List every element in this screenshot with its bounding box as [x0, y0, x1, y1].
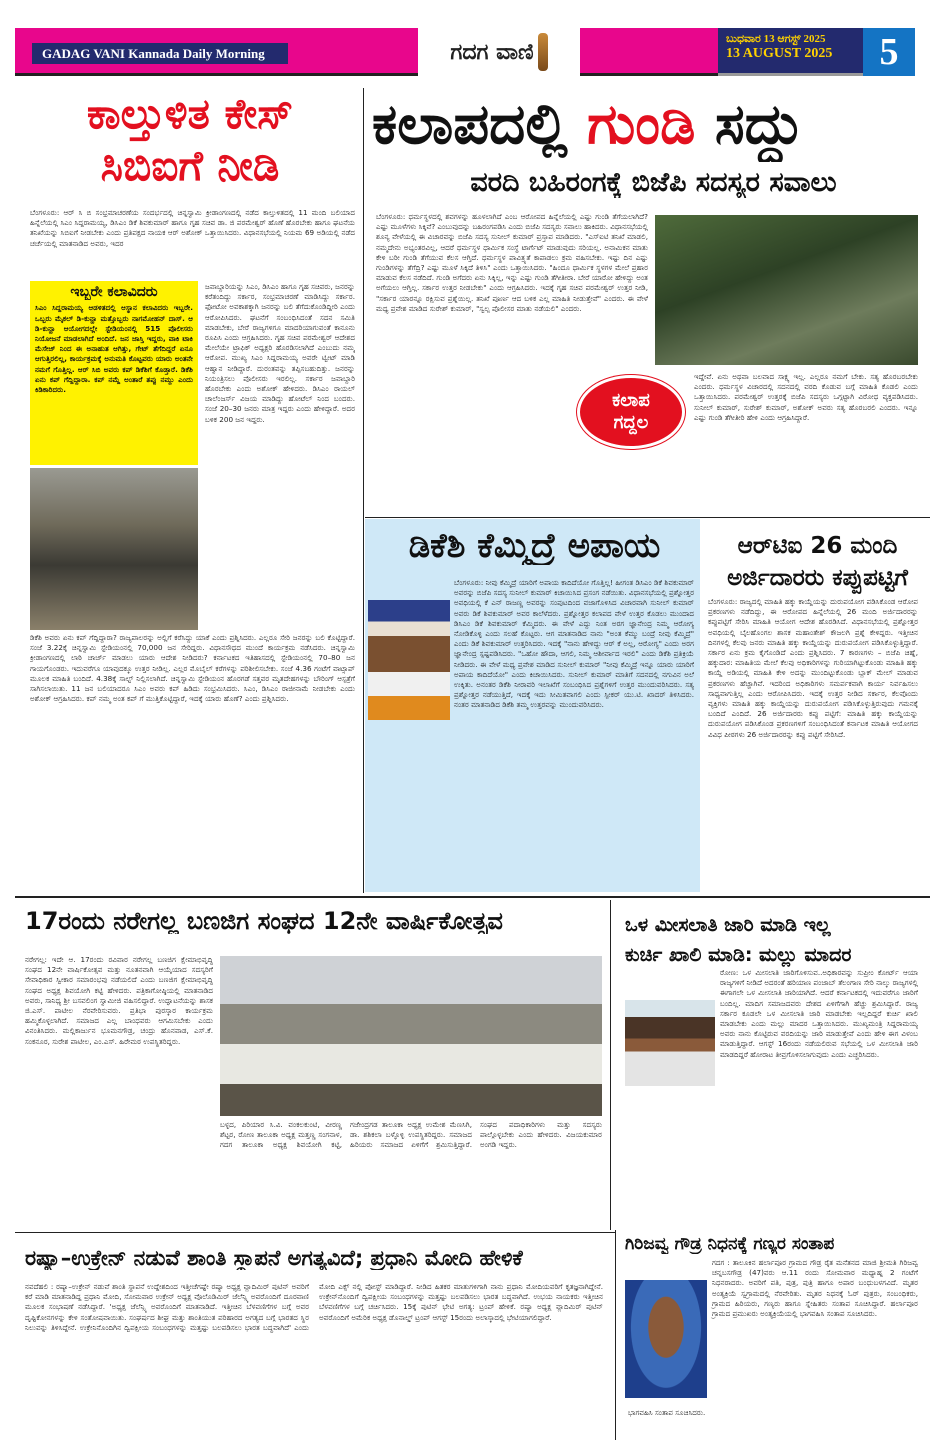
story5-photo: [220, 956, 602, 1116]
column-divider: [610, 900, 611, 1230]
story5-text: ನರೇಗಲ್ಲ: ಇದೇ ಆ. 17ರಂದು ರವಿವಾರ ನರೇಗಲ್ಲ ಬಣಜಿಗ ಕ್ಷೇಮಾಭಿವೃದ್ಧಿ ಸಂಘದ 12ನೇ ವಾರ್ಷಿಕೋತ್ಸವ ಮತ್ತು ನೂತನವಾಗಿ ಆಯ್ಕೆಯಾದ ಸದಸ್ಯರಿಗೆ ಸೇವಾಧಿಕಾರ ಸ್ವೀಕಾರ ಸಮಾರಂಭವು ನಡೆಯಲಿದೆ ಎಂದು ಬಣಜಿಗ ಕ್ಷೇಮಾಭಿವೃದ್ಧಿ ಸಂಘದ ಅಧ್ಯಕ್ಷ ಶಿವಯೋಗಿ ಕಟ್ಟಿ ಹೇಳಿದರು. ಪತ್ರಿಕಾಗೋಷ್ಠಿಯಲ್ಲಿ ಮಾತನಾಡಿದ ಅವರು, ಸಾನಿಧ್ಯ ಶ್ರೀ ಬಸವಲಿಂಗ ಸ್ವಾಮೀಜಿ ವಹಿಸಲಿದ್ದಾರೆ. ಉದ್ಘಾಟನೆಯನ್ನು ಶಾಸಕ ಜಿ.ಎಸ್. ಪಾಟೀಲ ನೆರವೇರಿಸುವರು. ಪ್ರತಿಭಾ ಪುರಸ್ಕಾರ ಕಾರ್ಯಕ್ರಮ ಹಮ್ಮಿಕೊಳ್ಳಲಾಗಿದೆ. ಸಮಾಜದ ಎಲ್ಲ ಬಾಂಧವರು ಆಗಮಿಸಬೇಕು ಎಂದು ವಿನಂತಿಸಿದರು. ಮಲ್ಲಿಕಾರ್ಜುನ ಭೂಮನಗೌಡ್ರ, ಚಂದ್ರು ಹೊನವಾಡ, ಎಸ್.ಕೆ. ಸಂಕನೂರ, ಸುರೇಶ ಪಾಟೀಲ, ಎಂ.ಎಸ್. ಹಿರೇಮಠ ಉಪಸ್ಥಿತರಿದ್ದರು.: [25, 955, 213, 1046]
headline-part: ಕಲಾಪದಲ್ಲಿ: [372, 92, 568, 157]
divider: [365, 517, 930, 518]
logo: [418, 28, 580, 76]
headline-part: ಸದ್ದು: [714, 92, 804, 157]
boxout-title: ಇಬ್ಬರೇ ಕಲಾವಿದರು: [70, 285, 158, 300]
story4-text: ಬೆಂಗಳೂರು: ರಾಜ್ಯದಲ್ಲಿ ಮಾಹಿತಿ ಹಕ್ಕು ಕಾಯ್ದೆಯನ್ನು ದುರುಪಯೋಗ ಪಡಿಸಿಕೊಂಡ ಆರೋಪ ಪ್ರಕರಣಗಳು ನಡೆದಿದ್ದು, ಈ ಆರೋಪದ ಹಿನ್ನೆಲೆಯಲ್ಲಿ 26 ಮಂದಿ ಅರ್ಜಿದಾರರನ್ನು ಕಪ್ಪುಪಟ್ಟಿಗೆ ಸೇರಿಸಿ ಮಾಹಿತಿ ಆಯೋಗ ಆದೇಶ ಹೊರಡಿಸಿದೆ. ವಿಧಾನಸಭೆಯಲ್ಲಿ ಪ್ರಶ್ನೋತ್ತರ ಅವಧಿಯಲ್ಲಿ ಬೈಲಹೊಂಗಲ ಶಾಸಕ ಮಹಾಂತೇಶ್ ಕೌಜಲಗಿ ಪ್ರಶ್ನೆ ಕೇಳಿದ್ದರು. ಇತ್ತೀಚಿನ ದಿನಗಳಲ್ಲಿ ಕೆಲವು ಜನರು ಮಾಹಿತಿ ಹಕ್ಕು ಕಾಯ್ದೆಯನ್ನು ದುರುಪಯೋಗ ಪಡಿಸಿಕೊಳ್ಳುತ್ತಿದ್ದಾರೆ. ಸರ್ಕಾರ ಏನು ಕ್ರಮ ಕೈಗೊಂಡಿದೆ ಎಂದು ಪ್ರಶ್ನಿಸಿದರು. 7 ಕಾರಣಗಳು – ಬಿಜೆಪಿ ಚಿಹ್ನೆ, ಹಕ್ಕುದಾರ: ಮಾಹಿತಿಯ ಮೇಲೆ ಕೆಲವು ಅಧಿಕಾರಿಗಳನ್ನು ಗುರಿಯಾಗಿಟ್ಟುಕೊಂಡು ಮಾಹಿತಿ ಹಕ್ಕು ಕಾಯ್ದೆ ಅಡಿಯಲ್ಲಿ ಮಾಹಿತಿ ಕೇಳಿ ಅದನ್ನು ಮುಂದಿಟ್ಟುಕೊಂಡು ಬ್ಲಾಕ್ ಮೇಲ್ ಮಾಡುವ ಪ್ರಕರಣಗಳು ಹೆಚ್ಚಾಗಿವೆ. ಇದರಿಂದ ಅಧಿಕಾರಿಗಳು ಸಮರ್ಪಕವಾಗಿ ಕಾರ್ಯ ನಿರ್ವಹಿಸಲು ಸಾಧ್ಯವಾಗುತ್ತಿಲ್ಲ ಎಂದು ಆರೋಪಿಸಿದರು. ಇದಕ್ಕೆ ಉತ್ತರ ನೀಡಿದ ಸರ್ಕಾರ, ಕೆಲವೊಂದು ವ್ಯಕ್ತಿಗಳು ಮಾಹಿತಿ ಹಕ್ಕು ಕಾಯ್ದೆಯನ್ನು ದುರುಪಯೋಗ ಪಡಿಸಿಕೊಳ್ಳುತ್ತಿರುವುದು ಗಮನಕ್ಕೆ ಬಂದಿದೆ ಎಂದಿದೆ. 26 ಅರ್ಜಿದಾರರು ಕಪ್ಪು ಪಟ್ಟಿಗೆ: ಮಾಹಿತಿ ಹಕ್ಕು ಕಾಯ್ದೆಯನ್ನು ದುರುಪಯೋಗ ಪಡಿಸಿಕೊಂಡ ಪ್ರಕರಣಗಳಿಗೆ ಸಂಬಂಧಿಸಿದಂತೆ ಕರ್ನಾಟಕ ಮಾಹಿತಿ ಆಯೋಗದ ವಿವಿಧ ಪೀಠಗಳು 26 ಅರ್ಜಿದಾರರನ್ನು ಕಪ್ಪು ಪಟ್ಟಿಗೆ ಸೇರಿಸಿದೆ.: [708, 597, 918, 739]
boxout-text: ಸಿಎಂ ಸಿದ್ದರಾಮಯ್ಯ ಆಡಳಿತದಲ್ಲಿ ಆಸ್ಥಾನ ಕಲಾವಿದರು ಇಬ್ಬರೇ. ಒಬ್ಬರು ಮೈಕಲ್ ಡಿ-ಕುನ್ಹಾ ಮತ್ತೊಬ್ಬರು ನಾಗಮೋಹನ್ ದಾಸ್. ಆ ಡಿ-ಕುನ್ಹಾ ಆಯೋಗದಲ್ಲೇ ಸ್ಟೇಡಿಯಂನಲ್ಲಿ 515 ಪೊಲೀಸರು ನಿಯೋಜನೆ ಮಾಡಲಾಗಿದೆ ಅಂದಿದೆ. ಜನ ಜಾಸ್ತಿ ಇದ್ದರು, ವಾಕಿ ಟಾಕಿ ಮೆಸೇಜ್ ನಿಂದ ಈ ಅನಾಹುತ ಆಗಿತ್ತು, ಗೇಟ್ ತೆಗೆದಿದ್ದರೆ ಏನೂ ಆಗುತ್ತಿರಲಿಲ್ಲ, ಕಾರ್ಯಕ್ರಮಕ್ಕೆ ಅನುಮತಿ ಕೊಟ್ಟವರು ಯಾರು ಅಂತನೇ ನಮಗೆ ಗೊತ್ತಿಲ್ಲ. ಆರ್ ಸಿಬಿ ಅವರು ಕಪ್ ಡಿಕೆಶಿಗೆ ಕೊಡ್ತಾರೆ. ಡಿಕೆಶಿ ಏನು ಕಪ್ ಗೆದ್ದಿದ್ದಾರಾ. ಕಪ್ ನಮ್ದೆ ಅಂತಾರೆ ತಪ್ಪು ನಮ್ದು ಎಂದು ಕಿಡಿಕಾರಿದರು.: [35, 303, 193, 395]
story1-rest: ಡಿಕೆಶಿ ಅವರು ಏನು ಕಪ್ ಗೆದ್ದಿದ್ದಾರಾ? ರಾಜ್ಯಪಾಲರನ್ನು ಅಲ್ಲಿಗೆ ಕರೆಸಿದ್ದು ಯಾಕೆ ಎಂದು ಪ್ರಶ್ನಿಸಿದರು. ಎಲ್ಲರೂ ಸೇರಿ ಜನರನ್ನು ಬಲಿ ಕೊಟ್ಟಿದ್ದಾರೆ. ಸಂಜೆ 3.22ಕ್ಕೆ ಚಿನ್ನಸ್ವಾಮಿ ಸ್ಟೇಡಿಯಂನಲ್ಲಿ 70,000 ಜನ ಸೇರಿದ್ದರು. ವಿಧಾನಸೌಧದ ಮುಂದೆ ಕಾರ್ಯಕ್ರಮ ನಡೆಸಿದರು. ಚಿನ್ನಸ್ವಾಮಿ ಕ್ರೀಡಾಂಗಣದಲ್ಲಿ ಲಾಠಿ ಚಾರ್ಜ್ ಮಾಡಲು ಯಾರು ಆದೇಶ ನೀಡಿದರು? ಕರ್ನಾಟಕದ ಇತಿಹಾಸದಲ್ಲಿ ಸ್ಟೇಡಿಯಂನಲ್ಲಿ 70–80 ಜನ ಗಾಯಗೊಂಡರು. ಇದುವರೆಗೂ ಯಾವುದಕ್ಕೂ ಉತ್ತರ ನೀಡಿಲ್ಲ. ಎಲ್ಲರ ಮೊಬೈಲ್ ಕರೆಗಳನ್ನು ಪರಿಶೀಲಿಸಬೇಕು. ಸಂಜೆ 4.36 ಗಂಟೆಗೆ ವಾಟ್ಸಾಪ್ ಮೂಲಕ ಮಾಹಿತಿ ಬಂದಿದೆ. 4.38ಕ್ಕೆ ಸಾಲ್ಟ್ ನಿಲ್ಲಿಸಲಾಗಿದೆ. ಚಿನ್ನಸ್ವಾಮಿ ಸ್ಟೇಡಿಯಂನ ಹೊರಗಡೆ ಸತ್ತವರ ಮೃತದೇಹಗಳನ್ನು ಬೌರಿಂಗ್ ಆಸ್ಪತ್ರೆಗೆ ಸಾಗಿಸಲಾಯಿತು. 11 ಜನ ಬಲಿಯಾದರೂ ಸಿಎಂ ಅವರು ಕಪ್ ಹಿಡಿದು ಸಂಭ್ರಮಿಸಿದರು. ಸಿಎಂ, ಡಿಸಿಎಂ ರಾಜೀನಾಮೆ ನೀಡಬೇಕು ಎಂದು ಅಶೋಕ್ ಆಗ್ರಹಿಸಿದರು. ಕಪ್ ನಮ್ಮ ಅಂತ ಕಪ್ ಗೆ ಮುತ್ತಿಕೊಟ್ಟಿದ್ದಾರೆ, ಇದಕ್ಕೆ ಯಾರು ಹೊಣೆ? ಎಂದು ಪ್ರಶ್ನಿಸಿದರು.: [30, 633, 355, 704]
date-english: 13 AUGUST 2025: [726, 46, 833, 61]
story2-photo: [655, 215, 918, 365]
story8-text: ಗದಗ : ತಾಲೂಕಿನ ಹರ್ಲಾಪೂರ ಗ್ರಾಮದ ಗೌಡ್ರ ರೈತ ಮನೆತನದ ಮಾಜಿ ಶ್ರೀಮತಿ ಗಿರಿಜವ್ವ ಚನ್ನಬಸಗೌಡ್ರ (47)ವರು ಆ.11 ರಂದು ಸೋಮವಾರ ಮಧ್ಯಾಹ್ನ 2 ಗಂಟೆಗೆ ನಿಧನರಾದರು. ಅವರಿಗೆ ಪತಿ, ಪುತ್ರ, ಪುತ್ರಿ ಹಾಗೂ ಅಪಾರ ಬಂಧುಬಳಗವಿದೆ. ಮೃತರ ಅಂತ್ಯಕ್ರಿಯೆ ಸ್ವಗ್ರಾಮದಲ್ಲಿ ನೆರವೇರಿತು. ಮೃತರ ನಿಧನಕ್ಕೆ ಓರ್ ಪುತ್ರರು, ಸಂಬಂಧಿಕರು, ಗ್ರಾಮದ ಹಿರಿಯರು, ಗಣ್ಯರು ಹಾಗೂ ಸ್ನೇಹಿತರು ಸಂತಾಪ ಸೂಚಿಸಿದ್ದಾರೆ. ಹರ್ಲಾಪೂರ ಗ್ರಾಮದ ಪ್ರಮುಖರು ಅಂತ್ಯಕ್ರಿಯೆಯಲ್ಲಿ ಭಾಗವಹಿಸಿ ಸಂತಾಪ ಸೂಚಿಸಿದರು.: [712, 1258, 918, 1319]
story6-text: ರೋಣ: ಒಳ ಮೀಸಲಾತಿ ಜಾರಿಗೊಳಿಸುವ..ಅಧಿಕಾರವನ್ನು ಸುಪ್ರೀಂ ಕೋರ್ಟ್ ಆಯಾ ರಾಜ್ಯಗಳಿಗೆ ನೀಡಿದೆ ಅದರಂತೆ ಹರಿಯಾಣ ಪಂಜಾಬ್ ತೆಲಂಗಾಣ ಸೇರಿ ನಾಲ್ಕು ರಾಜ್ಯಗಳಲ್ಲಿ ಈಗಾಗಲೇ ಒಳ ಮೀಸಲಾತಿ ಜಾರಿಯಾಗಿದೆ. ಆದರೆ ಕರ್ನಾಟಕದಲ್ಲಿ ಇದುವರೆಗೂ ಜಾರಿಗೆ ಬಂದಿಲ್ಲ. ಮಾದಿಗ ಸಮಾಜದವರು ದೇಶದ ಏಳಿಗೆಗಾಗಿ ಹೆಚ್ಚು ಶ್ರಮಿಸಿದ್ದಾರೆ. ರಾಜ್ಯ ಸರ್ಕಾರ ಕೂಡಲೇ ಒಳ ಮೀಸಲಾತಿ ಜಾರಿ ಮಾಡಬೇಕು ಇಲ್ಲದಿದ್ದರೆ ಕುರ್ಚಿ ಖಾಲಿ ಮಾಡಬೇಕು ಎಂದು ಮಲ್ಲು ಮಾದರ ಒತ್ತಾಯಿಸಿದರು. ಮುಖ್ಯಮಂತ್ರಿ ಸಿದ್ದರಾಮಯ್ಯ ಅವರು ನಾನು ಕೊಟ್ಟಿರುವ ವರದಿಯನ್ನು ಜಾರಿ ಮಾಡುತ್ತೇವೆ ಎಂದು ಹೇಳಿ ಈಗ ವಿಳಂಬ ಮಾಡುತ್ತಿದ್ದಾರೆ. ಆಗಸ್ಟ್ 16ರಂದು ನಡೆಯಲಿರುವ ಸಭೆಯಲ್ಲಿ ಒಳ ಮೀಸಲಾತಿ ಜಾರಿ ಮಾಡದಿದ್ದರೆ ಹೋರಾಟ ತೀವ್ರಗೊಳಿಸಲಾಗುವುದು ಎಂದು ಎಚ್ಚರಿಸಿದರು.: [720, 968, 918, 1059]
story1-headline: [20, 88, 360, 192]
headline-line: ಒಳ ಮೀಸಲಾತಿ ಜಾರಿ ಮಾಡಿ ಇಲ್ಲ: [625, 914, 831, 936]
story6-headline: [625, 910, 930, 970]
story5-caption: ಬಳ್ಳದ, ಪಿರಿಯಾರ ಸಿ.ವಿ. ವಂಕಲಕುಂಟಿ, ವೀರಣ್ಣ ಶೆಟ್ಟರ, ರೋಣ ತಾಲೂಕಾ ಅಧ್ಯಕ್ಷ ಮತ್ತಣ್ಣ ಸಂಗನಾಳ, ಗದಗ ತಾಲೂಕಾ ಅಧ್ಯಕ್ಷ ಶಿವಯೋಗಿ ಕಟ್ಟಿ, ಗಜೇಂದ್ರಗಡ ತಾಲೂಕಾ ಅಧ್ಯಕ್ಷ ಉಮೇಶ ಮೆಣಸಿಗಿ, ಡಾ. ಶಶಿಕಲಾ ಬಳ್ಳೊಳ್ಳಿ ಉಪಸ್ಥಿತರಿದ್ದರು. ಸಮಾಜದ ಹಿರಿಯರು ಸಮಾಜದ ಏಳಿಗೆಗೆ ಶ್ರಮಿಸುತ್ತಿದ್ದಾರೆ. ಸಂಘದ ಪದಾಧಿಕಾರಿಗಳು ಮತ್ತು ಸದಸ್ಯರು ಪಾಲ್ಗೊಳ್ಳಬೇಕು ಎಂದು ಹೇಳಿದರು. ವಿಜಯಕುಮಾರ ಅಂಗಡಿ ಇದ್ದರು.: [220, 1120, 602, 1150]
story3-headline: ಡಿಕೆಶಿ ಕೆಮ್ಮಿದ್ರೆ ಅಪಾಯ: [408, 528, 661, 566]
story8-caption: ಭಾಗವಹಿಸಿ ಸಂತಾಪ ಸೂಚಿಸಿದರು.: [628, 1408, 706, 1417]
story7-text: ನವದೆಹಲಿ : ರಷ್ಯಾ–ಉಕ್ರೇನ್ ನಡುವೆ ಶಾಂತಿ ಸ್ಥಾಪನೆ ಉದ್ದೇಶದಿಂದ ಇತ್ತೀಚೆಗಷ್ಟೇ ರಷ್ಯಾ ಅಧ್ಯಕ್ಷ ವ್ಲಾದಿಮಿರ್ ಪುಟಿನ್ ಅವರಿಗೆ ಕರೆ ಮಾಡಿ ಮಾತನಾಡಿದ್ದ ಪ್ರಧಾನಿ ಮೋದಿ, ಸೋಮವಾರ ಉಕ್ರೇನ್ ಅಧ್ಯಕ್ಷ ವೊಲೊಡಿಮಿರ್ ಜೆಲೆನ್ಸ್ಕಿ ಅವರೊಂದಿಗೆ ದೂರವಾಣಿ ಮೂಲಕ ಸಂಭಾಷಣೆ ನಡೆಸಿದ್ದಾರೆ. 'ಅಧ್ಯಕ್ಷ ಜೆಲೆನ್ಸ್ಕಿ ಅವರೊಂದಿಗೆ ಮಾತನಾಡಿದೆ. ಇತ್ತೀಚಿನ ಬೆಳವಣಿಗೆಗಳ ಬಗ್ಗೆ ಅವರ ದೃಷ್ಟಿಕೋನಗಳನ್ನು ಕೇಳಿ ಸಂತೋಷವಾಯಿತು. ಸಂಘರ್ಷದ ಶೀಘ್ರ ಮತ್ತು ಶಾಂತಿಯುತ ಪರಿಹಾರದ ಅಗತ್ಯದ ಬಗ್ಗೆ ಭಾರತದ ಸ್ಥಿರ ನಿಲುವನ್ನು ತಿಳಿಸಿದ್ದೇನೆ. ಉಕ್ರೇನಿನೊಂದಿಗಿನ ದ್ವಿಪಕ್ಷೀಯ ಸಂಬಂಧಗಳನ್ನು ಮತ್ತಷ್ಟು ಬಲಪಡಿಸಲು ಭಾರತ ಬದ್ಧವಾಗಿದೆ' ಎಂದು ಮೋದಿ ಎಕ್ಸ್ ನಲ್ಲಿ ಪೋಸ್ಟ್ ಮಾಡಿದ್ದಾರೆ. ನೀಡಿದ ಹಿತಕರ ಮಾತುಗಳಿಗಾಗಿ ನಾನು ಪ್ರಧಾನಿ ಮೋದಿಯವರಿಗೆ ಕೃತಜ್ಞನಾಗಿದ್ದೇನೆ. ಉಕ್ರೇನ್‌ನೊಂದಿಗೆ ದ್ವಿಪಕ್ಷೀಯ ಸಂಬಂಧಗಳನ್ನು ಮತ್ತಷ್ಟು ಬಲಪಡಿಸಲು ಭಾರತ ಬದ್ಧವಾಗಿದೆ. ಉಭಯ ನಾಯಕರು ಇತ್ತೀಚಿನ ಬೆಳವಣಿಗೆಗಳ ಬಗ್ಗೆ ಚರ್ಚಿಸಿದರು. 15ಕ್ಕೆ ಪುಟಿನ್ ಭೇಟಿ ಅಗತ್ಯ: ಟ್ರಂಪ್ ಹೇಳಿಕೆ. ರಷ್ಯಾ ಅಧ್ಯಕ್ಷ ವ್ಲಾದಿಮಿರ್ ಪುಟಿನ್ ಅವರೊಂದಿಗೆ ಅಮೆರಿಕ ಅಧ್ಯಕ್ಷ ಡೊನಾಲ್ಡ್ ಟ್ರಂಪ್ ಆಗಸ್ಟ್ 15ರಂದು ಅಲಾಸ್ಕಾದಲ್ಲಿ ಭೇಟಿಯಾಗಲಿದ್ದಾರೆ.: [25, 1282, 603, 1332]
badge-line: ಕಲಾಪ: [612, 390, 650, 411]
story4-headline: [705, 530, 930, 594]
page-number: 5: [863, 28, 915, 76]
story1-intro: ಬೆಂಗಳೂರು: ಆರ್ ಸಿ ಬಿ ಸಂಭ್ರಮಾಚರಣೆಯ ಸಂದರ್ಭದಲ್ಲಿ ಚಿನ್ನಸ್ವಾಮಿ ಕ್ರೀಡಾಂಗಣದಲ್ಲಿ ನಡೆದ ಕಾಲ್ತುಳಿತದಲ್ಲಿ 11 ಮಂದಿ ಬಲಿಯಾದ ಹಿನ್ನೆಲೆಯಲ್ಲಿ ಸಿಎಂ ಸಿದ್ದರಾಮಯ್ಯ, ಡಿಸಿಎಂ ಡಿಕೆ ಶಿವಕುಮಾರ್ ಹಾಗೂ ಗೃಹ ಸಚಿವ ಡಾ. ಜಿ ಪರಮೇಶ್ವರ್ ಹೊಣೆ ಹೊರಬೇಕು ಹಾಗೂ ಘಟನೆಯ ತನಿಖೆಯನ್ನು ಸಿಬಿಐಗೆ ನೀಡಬೇಕು ಎಂದು ಪ್ರತಿಪಕ್ಷದ ನಾಯಕ ಆರ್ ಅಶೋಕ್ ಒತ್ತಾಯಿಸಿದರು. ವಿಧಾನಸಭೆಯಲ್ಲಿ ನಿಯಮ 69 ಅಡಿಯಲ್ಲಿ ನಡೆದ ಚರ್ಚೆಯಲ್ಲಿ ಮಾತನಾಡಿದ ಅವರು, ಇದರ: [30, 208, 355, 248]
headline-part-red: ಗುಂಡಿ: [587, 92, 696, 157]
headline-line: ಕುರ್ಚಿ ಖಾಲಿ ಮಾಡಿ: ಮಲ್ಲು ಮಾದರ: [625, 944, 852, 966]
section-divider: [15, 896, 930, 898]
stampede-photo: [30, 468, 198, 630]
boxout: [30, 281, 198, 465]
headline-line: ಆರ್‌ಟಿಐ 26 ಮಂದಿ: [737, 533, 898, 559]
headline-line: ಅರ್ಜಿದಾರರು ಕಪ್ಪುಪಟ್ಟಿಗೆ: [727, 565, 908, 591]
story2-text-right: ಇದ್ದೇವೆ. ಏನು ಅಥವಾ ಬಲವಾದ ಸಾಕ್ಷ್ಯ ಇಲ್ಲ. ಎಲ್ಲರೂ ನಮಗೆ ಬೇಕು. ಸತ್ಯ ಹೊರಬರಬೇಕು ಎಂದರು. ಧರ್ಮಸ್ಥಳ ವಿಚಾರದಲ್ಲಿ ಸದನದಲ್ಲಿ ವರದಿ ಕೊಡುವ ಬಗ್ಗೆ ಮಾಹಿತಿ ಕೊಡಲಿ ಎಂದು ಒತ್ತಾಯಿಸಿದರು. ಪರಮೇಶ್ವರ್ ಉತ್ತರಕ್ಕೆ ಬಿಜೆಪಿ ಸದಸ್ಯರು ಒಗ್ಗಟ್ಟಾಗಿ ವಿರೋಧ ವ್ಯಕ್ತಪಡಿಸಿದರು. ಸುನೀಲ್ ಕುಮಾರ್, ಸುರೇಶ್ ಕುಮಾರ್, ಅಶೋಕ್ ಅವರು ಸತ್ಯ ಹೊರಬರಲಿ ಎಂದರು. ಇನ್ನೂ ಎಷ್ಟು ಗುಂಡಿ ತೆಗೀತೀರಿ ಹೇಳಿ ಎಂದು ಆಗ್ರಹಿಸಿದ್ದಾರೆ.: [694, 372, 918, 422]
headline-line: ಕಾಲ್ತುಳಿತ ಕೇಸ್: [86, 89, 294, 138]
column-divider: [615, 1230, 616, 1440]
story5-headline: 17ರಂದು ನರೇಗಲ್ಲ ಬಣಜಿಗ ಸಂಘದ 12ನೇ ವಾರ್ಷಿಕೋತ್ಸವ: [25, 908, 503, 935]
section-divider: [15, 1232, 615, 1233]
badge-line: ಗದ್ದಲ: [613, 412, 649, 433]
story1-column: ಜವಾಬ್ದಾರಿಯನ್ನು ಸಿಎಂ, ಡಿಸಿಎಂ ಹಾಗೂ ಗೃಹ ಸಚಿವರು, ಜನರನ್ನು ಕರೆತಂದಿದ್ದು ಸರ್ಕಾರ, ಸಂಭ್ರಮಾಚರಣೆ ಮಾಡಿಸಿದ್ದು ಸರ್ಕಾರ. ಫೋಟೋ ಅವಕಾಶಕ್ಕಾಗಿ ಜನರನ್ನು ಬಲಿ ತೆಗೆದುಕೊಂಡಿದ್ದೀರಿ ಎಂದು ಆರೋಪಿಸಿದರು. ಘಟನೆಗೆ ಸಂಬಂಧಿಸಿದಂತೆ ಸದನ ಸಮಿತಿ ಮಾಡಬೇಕು, ಬೇರೆ ರಾಜ್ಯಗಳಿಗೂ ಮಾದರಿಯಾಗುವಂತೆ ಕಾನೂನು ರೂಪಿಸಿ ಎಂದು ಆಗ್ರಹಿಸಿದರು. ಗೃಹ ಸಚಿವ ಪರಮೇಶ್ವರ್ ಆದೇಶದ ಮೇಲೆಯೇ ಟ್ರಾಫಿಕ್ ಅಧ್ಯಕ್ಷರಿ ಹೊರಡಿಸಲಾಗಿದೆ ಎಂಬುದು ನಮ್ಮ ಆರೋಪ. ಮುಖ್ಯ ಸಿಎಂ ಸಿದ್ದರಾಮಯ್ಯ ಅವರೇ ಟ್ವೀಟ್ ಮಾಡಿ ಆಹ್ವಾನ ನೀಡಿದ್ದಾರೆ. ದುರಂತವನ್ನು ತಪ್ಪಿಸಬಹುದಿತ್ತು. ಜನರನ್ನು ನಿಯಂತ್ರಿಸಲು ಪೊಲೀಸರು ಇರಲಿಲ್ಲ. ಸರ್ಕಾರ ಜವಾಬ್ದಾರಿ ಹೊರಬೇಕು ಎಂದು ಅಶೋಕ್ ಹೇಳಿದರು. ಡಿಸಿಎಂ ರಾಯಲ್ ಚಾಲೆಂಜರ್ಸ್ ವಿಜಯ ಮಾಡಿದ್ದು ಹೋಟೆಲ್ ನಿಂದ ಬಂದರು. ಸಂಜೆ 20–30 ಜನರು ಮಾತ್ರ ಇದ್ದರು ಎಂದು ಹೇಳಿದ್ದಾರೆ. ಅದರ ಬಳಿಕ 200 ಜನ ಇದ್ದರು.: [205, 282, 355, 424]
story7-headline: ರಷ್ಯಾ–ಉಕ್ರೇನ್ ನಡುವೆ ಶಾಂತಿ ಸ್ಥಾಪನೆ ಅಗತ್ಯವಿದೆ; ಪ್ರಧಾನಿ ಮೋದಿ ಹೇಳಿಕೆ: [25, 1247, 523, 1270]
column-divider: [363, 88, 364, 893]
date-kannada: ಬುಧವಾರ 13 ಆಗಸ್ಟ್ 2025: [726, 33, 826, 45]
logo-text: ಗದಗ ವಾಣಿ: [450, 39, 534, 65]
story2-badge: [577, 375, 685, 449]
masthead-label: GADAG VANI Kannada Daily Morning: [32, 43, 288, 64]
date-box: [718, 28, 863, 76]
logo-figure-icon: [538, 33, 548, 71]
headline-line: ಸಿಬಿಐಗೆ ನೀಡಿ: [100, 141, 280, 190]
story8-headline: ಗಿರಿಜವ್ವ ಗೌಡ್ರ ನಿಧನಕ್ಕೆ ಗಣ್ಯರ ಸಂತಾಪ: [625, 1235, 835, 1254]
story2-headline: [372, 88, 932, 162]
story3-text: ಬೆಂಗಳೂರು: ನೀವು ಕೆಮ್ಮಿದ್ರೆ ಯಾರಿಗೆ ಅಪಾಯ ಕಾದಿದೆಯೋ ಗೊತ್ತಿಲ್ಲ! ಹೀಗಂತ ಡಿಸಿಎಂ ಡಿಕೆ ಶಿವಕುಮಾರ್ ಅವರನ್ನು ಬಿಜೆಪಿ ಸದಸ್ಯ ಸುನೀಲ್ ಕುಮಾರ್ ಕಿಚಾಯಿಸಿದ ಪ್ರಸಂಗ ನಡೆಯಿತು. ವಿಧಾನಸಭೆಯಲ್ಲಿ ಪ್ರಶ್ನೋತ್ತರ ಅವಧಿಯಲ್ಲಿ ಕೆ ಎನ್ ರಾಜಣ್ಣ ಅವರನ್ನು ಸಂಪುಟದಿಂದ ವಜಾಗೊಳಿಸಿದ ವಿಚಾರವಾಗಿ ಸುನೀಲ್ ಕುಮಾರ್ ಅವರು ಡಿಕೆ ಶಿವಕುಮಾರ್ ಅವರ ಕಾಲೆಳೆದರು. ಪ್ರಶ್ನೋತ್ತರ ಕಲಾಪದ ವೇಳೆ ಉತ್ತರ ಕೊಡಲು ಮುಂದಾದ ಡಿಸಿಎಂ ಡಿಕೆ ಶಿವಕುಮಾರ್ ಕೆಮ್ಮಿದರು. ಈ ವೇಳೆ ಎದ್ದು ನಿಂತ ಅರಗ ಜ್ಞಾನೇಂದ್ರ ನಿಮ್ಮ ಆರೋಗ್ಯ ನೋಡಿಕೊಳ್ಳಿ ಎಂದು ಸಲಹೆ ಕೊಟ್ಟರು. ಆಗ ಮಾತನಾಡಿದ ನಾನು "ಅಂತ ಕೆಮ್ಮು ಬಂದ್ರೆ ನೀವು ಕೆಮ್ಮಿದ್ರೆ" ಎಂದು ಡಿಕೆ ಶಿವಕುಮಾರ್ ಉತ್ತರಿಸಿದರು. ಇದಕ್ಕೆ "ನಾನು ಹೇಳಿದ್ದು ಆರ್ ಕೆ ಅಲ್ಲ, ಆರೋಗ್ಯ" ಎಂದು ಅರಗ ಜ್ಞಾನೇಂದ್ರ ಸ್ಪಷ್ಟಪಡಿಸಿದರು. "ಒಹೋ ಹೌದಾ, ಆಗಲಿ, ನಿಮ್ಮ ಆಶೀರ್ವಾದ ಇರಲಿ" ಎಂದು ಡಿಕೆಶಿ ಪ್ರತಿಕ್ರಿಯೆ ನೀಡಿದರು. ಈ ವೇಳೆ ಮಧ್ಯ ಪ್ರವೇಶ ಮಾಡಿದ ಸುನೀಲ್ ಕುಮಾರ್ "ನೀವು ಕೆಮ್ಮಿದ್ರೆ ಇನ್ನೂ ಯಾರು ಯಾರಿಗೆ ಅಪಾಯ ಕಾದಿದೆಯೋ" ಎಂದು ಕಿಚಾಯಿಸಿದರು. ಸುನೀಲ್ ಕುಮಾರ್ ಮಾತಿಗೆ ಸದನದಲ್ಲಿ ನಗುವಿನ ಅಲೆ ಉಕ್ಕಿತು. ಅನಂತರ ಡಿಕೆಶಿ ನೀರಾವರಿ ಇಲಾಖೆಗೆ ಸಂಬಂಧಿಸಿದ ಪ್ರಶ್ನೆಗಳಿಗೆ ಉತ್ತರ ಮುಂದುವರಿಸಿದರು. ಸತ್ಯ ಪ್ರಶ್ನೋತ್ತರ ನಡೆಯುತ್ತಿದೆ, ಇದಕ್ಕೆ ಇದು ಸೀಮಿತವಾಗಲಿ ಎಂದು ಸ್ಪೀಕರ್ ಯು.ಟಿ. ಖಾದರ್ ತಿಳಿಸಿದರು. ನಂತರ ಮಾತನಾಡಿದ ಡಿಕೆಶಿ ತಮ್ಮ ಉತ್ತರವನ್ನು ಮುಂದುವರಿಸಿದರು.: [454, 578, 694, 710]
story2-subhead: ವರದಿ ಬಹಿರಂಗಕ್ಕೆ ಬಿಜೆಪಿ ಸದಸ್ಯರ ಸವಾಲು: [470, 168, 837, 198]
story2-text: ಬೆಂಗಳೂರು: ಧರ್ಮಸ್ಥಳದಲ್ಲಿ ಶವಗಳನ್ನು ಹೂಳಲಾಗಿದೆ ಎಂಬ ಆರೋಪದ ಹಿನ್ನೆಲೆಯಲ್ಲಿ ಎಷ್ಟು ಗುಂಡಿ ತೆಗೆಯಲಾಗಿದೆ? ಎಷ್ಟು ಮೂಳೆಗಳು ಸಿಕ್ಕಿವೆ? ಎಂಬುವುದನ್ನು ಬಹಿರಂಗಪಡಿಸಿ ಎಂದು ಬಿಜೆಪಿ ಸದಸ್ಯರು ಸವಾಲು ಹಾಕಿದರು. ವಿಧಾನಸಭೆಯಲ್ಲಿ ಶೂನ್ಯ ವೇಳೆಯಲ್ಲಿ ಈ ವಿಚಾರವನ್ನು ಬಿಜೆಪಿ ಸದಸ್ಯ ಸುನೀಲ್ ಕುಮಾರ್ ಪ್ರಸ್ತಾಪ ಮಾಡಿದರು. "ಎಸ್ಐಟಿ ತನಿಖೆ ಮಾಡಲಿ, ನಮ್ಮದೇನು ಅಭ್ಯಂತರವಿಲ್ಲ, ಆದರೆ ಧರ್ಮಸ್ಥಳ ಧಾರ್ಮಿಕ ಸಂಸ್ಥೆ ಟಾರ್ಗೆಟ್ ಮಾಡುವುದು ಸರಿಯಲ್ಲ. ಅನಾಮಿಕನ ಮಾತು ಕೇಳಿ ಬರೀ ಗುಂಡಿ ತೆಗೆಯುವ ಕೆಲಸ ಆಗ್ತಿದೆ. ಧರ್ಮಸ್ಥಳ ಪಾವಿತ್ರ್ಯತೆ ಕಾಪಾಡಲು ಕ್ರಮ ವಹಿಸಬೇಕು. ಇಷ್ಟು ದಿನ ಎಷ್ಟು ಗುಂಡಿಗಳನ್ನು ತೆಗೆದ್ರಿ? ಎಷ್ಟು ಮೂಳೆ ಸಿಕ್ಕಿದೆ ತಿಳಿಸಿ" ಎಂದು ಒತ್ತಾಯಿಸಿದರು. "ಹಿಂದೂ ಧಾರ್ಮಿಕ ಸ್ಥಳಗಳ ಮೇಲೆ ಪ್ರಹಾರ ಮಾಡುವ ಕೆಲಸ ನಡೆದಿದೆ. ಗುಂಡಿ ಅಗೆದರು ಏನು ಸಿಕ್ಕಿಲ್ಲ, ಇನ್ನು ಎಷ್ಟು ಗುಂಡಿ ತೆಗೀತೀರಾ. ಬೇರೆ ಯಾರೋ ಹೇಳಿದ್ದು ಅಂತ ಅಗೆಯಲು ಆಗ್ತಿಲ್ಲ. ಸರ್ಕಾರ ಉತ್ತರ ನೀಡಬೇಕು" ಎಂದು ಆಗ್ರಹಿಸಿದರು. ಇದಕ್ಕೆ ಗೃಹ ಸಚಿವ ಪರಮೇಶ್ವರ್ ಉತ್ತರ ನೀಡಿ, "ಸರ್ಕಾರ ಯಾರನ್ನೂ ರಕ್ಷಿಸುವ ಪ್ರಶ್ನೆಯಿಲ್ಲ. ತನಿಖೆ ಪೂರ್ಣ ಆದ ಬಳಿಕ ಎಲ್ಲ ಮಾಹಿತಿ ನೀಡುತ್ತೇವೆ" ಎಂದರು. ಈ ವೇಳೆ ಮಧ್ಯ ಪ್ರವೇಶ ಮಾಡಿದ ಸುರೇಶ್ ಕುಮಾರ್, "ಸ್ವಲ್ಪ ಪೊಲೀಸರ ಮಾತು ನಡೆಯಲಿ" ಎಂದರು.: [376, 212, 648, 313]
